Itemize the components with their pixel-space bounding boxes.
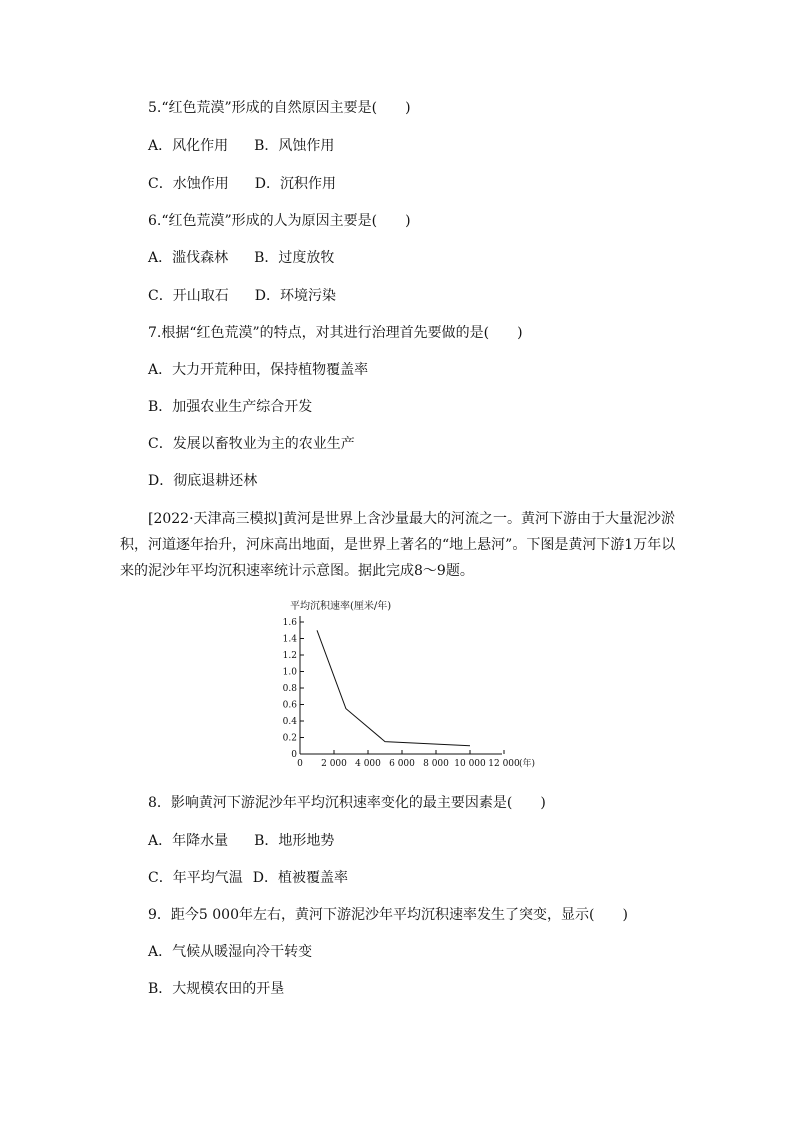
chart-xlabel: (年) — [519, 759, 536, 769]
q6-option-a: A．滥伐森林 — [148, 250, 229, 266]
q6-options-row2 — [148, 286, 336, 306]
q9-stem: 9．距今5 000年左右，黄河下游泥沙年平均沉积速率发生了突变，显示( ) — [148, 907, 628, 923]
sediment-rate-chart — [270, 592, 560, 776]
y-tick-label: 0.2 — [282, 733, 297, 744]
y-tick-label: 1.0 — [282, 667, 297, 678]
q5-options-row1 — [148, 136, 334, 156]
y-tick-label: 1.4 — [282, 634, 297, 645]
q5-option-d: D．沉积作用 — [254, 176, 336, 192]
q8-option-c: C．年平均气温 — [148, 870, 243, 886]
q5-stem: 5.“红色荒漠”形成的自然原因主要是( ) — [148, 100, 411, 116]
q5-option-a: A．风化作用 — [148, 138, 229, 154]
x-tick-label: 2 000 — [321, 759, 347, 769]
sediment-rate-line — [317, 630, 470, 746]
q9-option-b: B．大规模农田的开垦 — [148, 981, 285, 997]
q6-option-b: B．过度放牧 — [254, 250, 335, 266]
q8-option-b: B．地形地势 — [254, 833, 335, 849]
passage: [2022·天津高三模拟]黄河是世界上含沙量最大的河流之一。黄河下游由于大量泥沙淤积，河道逐年抬升，河床高出地面，是世界上著名的“地上悬河”。下图是黄河下游1万年以来的泥沙年平均沉积速率统计示意图。据此完成8～9题。 — [120, 511, 676, 579]
y-tick-label: 1.6 — [282, 618, 297, 628]
q6-options-row1 — [148, 248, 334, 268]
q8-option-a: A．年降水量 — [148, 833, 229, 849]
q5-option-c: C．水蚀作用 — [148, 176, 229, 192]
y-tick-label: 0.8 — [282, 684, 297, 694]
chart-ylabel: 平均沉积速率(厘米/年) — [290, 601, 392, 612]
x-tick-label: 12 000 — [488, 759, 520, 769]
x-tick-label: 10 000 — [454, 759, 486, 769]
q5-option-b: B．风蚀作用 — [254, 138, 335, 154]
y-tick-label: 1.2 — [282, 651, 297, 661]
q7-option-a: A．大力开荒种田，保持植物覆盖率 — [148, 362, 369, 378]
q7-stem: 7.根据“红色荒漠”的特点，对其进行治理首先要做的是( ) — [148, 325, 523, 341]
q5-options-row2 — [148, 174, 336, 194]
y-tick-label: 0 — [291, 750, 297, 760]
q8-options-row1 — [148, 831, 334, 851]
q6-option-d: D．环境污染 — [254, 288, 336, 304]
x-tick-label: 0 — [297, 759, 303, 769]
q8-options-row2 — [148, 868, 348, 888]
y-tick-label: 0.4 — [282, 717, 297, 727]
q7-option-d: D．彻底退耕还林 — [148, 473, 258, 489]
q6-option-c: C．开山取石 — [148, 288, 229, 304]
q8-option-d: D．植被覆盖率 — [252, 870, 348, 886]
q7-option-c: C．发展以畜牧业为主的农业生产 — [148, 436, 355, 452]
x-tick-label: 6 000 — [389, 759, 415, 769]
q8-stem: 8．影响黄河下游泥沙年平均沉积速率变化的最主要因素是( ) — [148, 795, 546, 811]
q9-option-a: A．气候从暖湿向冷干转变 — [148, 944, 313, 960]
x-tick-label: 8 000 — [423, 759, 449, 769]
q7-option-b: B．加强农业生产综合开发 — [148, 399, 313, 415]
x-tick-label: 4 000 — [355, 759, 381, 769]
q6-stem: 6.“红色荒漠”形成的人为原因主要是( ) — [148, 213, 411, 229]
y-tick-label: 0.6 — [282, 700, 297, 711]
